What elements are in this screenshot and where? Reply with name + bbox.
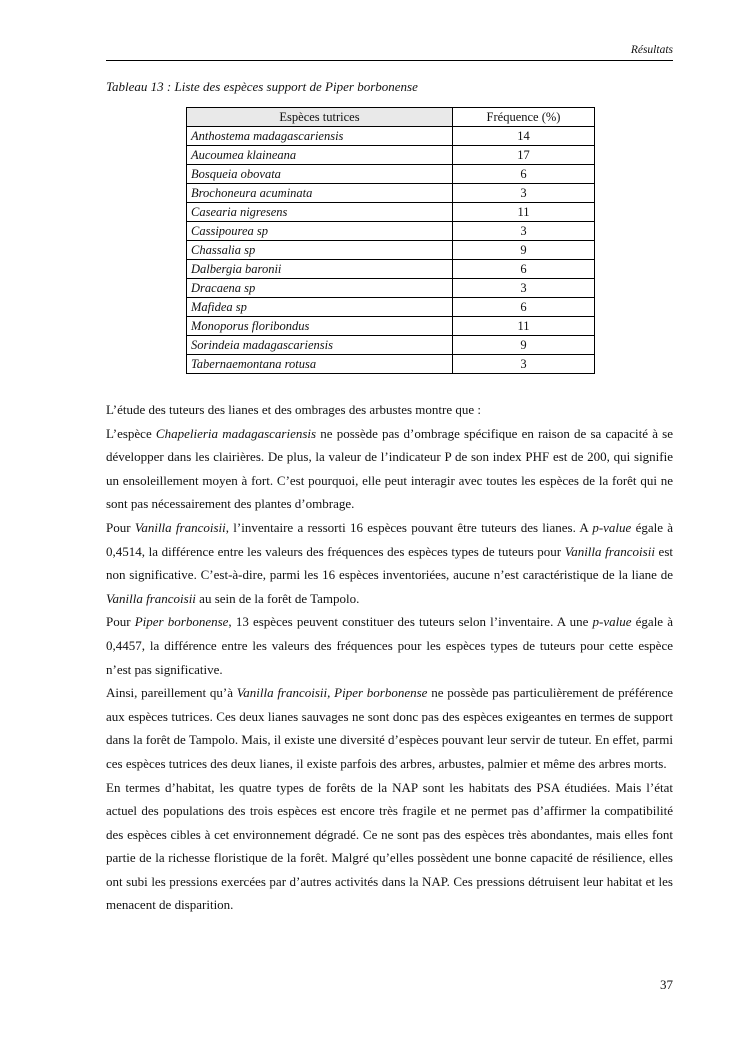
text-run: , 13 espèces peuvent constituer des tuteurs selon l’inventaire. A une — [228, 614, 593, 630]
italic-term: Vanilla francoisii, Piper borbonense — [236, 685, 428, 701]
table-body — [187, 127, 595, 374]
frequency-cell: 3 — [453, 279, 595, 298]
text-run: ne possède pas d’ombrage spécifique en raison de sa capacité à se développer dans les clairières. De plus, la valeur de l’indicateur P de son index PHF est de 200, qui signifie un ensoleillement moyen à fort. C’est pourquoi, elle peut interagir avec toutes les espèces de la forêt qui ne sont pas nécessairement des plantes d’ombrage. — [106, 425, 673, 512]
italic-term: Vanilla francoisii — [564, 543, 655, 559]
species-name-cell: Bosqueia obovata — [187, 165, 453, 184]
species-name-cell: Aucoumea klaineana — [187, 146, 453, 165]
table-row — [187, 279, 595, 298]
text-run: Pour — [106, 519, 135, 535]
page-number: 37 — [660, 977, 673, 992]
header-divider — [106, 60, 673, 61]
frequency-cell: 6 — [453, 260, 595, 279]
column-header-species: Espèces tutrices — [187, 108, 453, 127]
table-row — [187, 146, 595, 165]
body-paragraph — [106, 610, 673, 681]
text-run: est non significative. C’est-à-dire, parmi les 16 espèces inventoriées, aucune n’est caractéristique de la liane de — [106, 543, 673, 583]
text-run: ne possède pas particulièrement de préférence aux espèces tutrices. Ces deux lianes sauvages ne sont donc pas des espèces exigeantes en termes de support dans la forêt de Tampolo. Mais, il existe une diversité d’espèces pouvant leur servir de tuteur. En effet, parmi ces espèces tutrices des deux lianes, il existe parfois des arbres, arbustes, palmier et même des arbres morts. — [106, 685, 673, 771]
species-name-cell: Anthostema madagascariensis — [187, 127, 453, 146]
frequency-cell: 11 — [453, 317, 595, 336]
frequency-cell: 14 — [453, 127, 595, 146]
table-row — [187, 222, 595, 241]
table-caption: Tableau 13 : Liste des espèces support de Piper borbonense — [106, 79, 418, 94]
frequency-cell: 6 — [453, 298, 595, 317]
body-paragraph — [106, 398, 673, 422]
italic-term: p-value — [592, 519, 632, 535]
italic-term: Vanilla francoisii — [134, 519, 226, 535]
text-run: L’espèce — [106, 425, 156, 441]
table-row — [187, 355, 595, 374]
table-row — [187, 165, 595, 184]
species-name-cell: Brochoneura acuminata — [187, 184, 453, 203]
species-name-cell: Dalbergia baronii — [187, 260, 453, 279]
text-run: L’étude des tuteurs des lianes et des ombrages des arbustes montre que : — [106, 402, 481, 417]
table-row — [187, 127, 595, 146]
text-run: au sein de la forêt de Tampolo. — [195, 590, 360, 606]
species-name-cell: Monoporus floribondus — [187, 317, 453, 336]
frequency-cell: 9 — [453, 336, 595, 355]
body-text — [106, 398, 673, 917]
header-section-title: Résultats — [630, 44, 673, 56]
table-row — [187, 336, 595, 355]
text-run: égale à 0,4457, la différence entre les valeurs des fréquences pour les espèces types de tuteurs pour cette espèce n’est pas significative. — [106, 614, 673, 677]
italic-term: Chapelieria madagascariensis — [155, 425, 317, 441]
text-run: Pour — [106, 614, 135, 630]
species-table — [186, 107, 595, 374]
table-row — [187, 298, 595, 317]
body-paragraph — [106, 422, 673, 516]
italic-term: Vanilla francoisii — [106, 590, 196, 606]
body-paragraph — [106, 776, 673, 918]
frequency-cell: 3 — [453, 184, 595, 203]
text-run: égale à 0,4514, la différence entre les valeurs des fréquences des espèces types de tuteurs pour — [106, 519, 674, 559]
frequency-cell: 9 — [453, 241, 595, 260]
italic-term: Piper borbonense — [134, 614, 229, 630]
species-name-cell: Chassalia sp — [187, 241, 453, 260]
body-paragraph — [106, 681, 673, 775]
frequency-cell: 6 — [453, 165, 595, 184]
frequency-cell: 17 — [453, 146, 595, 165]
text-run: En termes d’habitat, les quatre types de forêts de la NAP sont les habitats des PSA étudiées. Mais l’état actuel des populations des trois espèces est encore très fragile et ne permet pas d’affirmer la compatibilité des espèces cibles à cet environnement dégradé. Ce ne sont pas des espèces très abondantes, mais elles font partie de la richesse floristique de la forêt. Malgré qu’elles possèdent une bonne capacité de résilience, elles ont subi les pressions exercées par d’autres activités dans la NAP. Ces pressions détruisent leur habitat et les menacent de disparition. — [106, 779, 673, 913]
species-name-cell: Casearia nigresens — [187, 203, 453, 222]
table-row — [187, 184, 595, 203]
table-row — [187, 317, 595, 336]
species-name-cell: Mafidea sp — [187, 298, 453, 317]
species-name-cell: Sorindeia madagascariensis — [187, 336, 453, 355]
italic-term: p-value — [592, 614, 632, 630]
table-row — [187, 203, 595, 222]
species-name-cell: Dracaena sp — [187, 279, 453, 298]
column-header-frequency: Fréquence (%) — [453, 108, 595, 127]
species-name-cell: Cassipourea sp — [187, 222, 453, 241]
text-run: Ainsi, pareillement qu’à — [106, 685, 237, 701]
frequency-cell: 3 — [453, 222, 595, 241]
body-paragraph — [106, 516, 673, 610]
table-row — [187, 260, 595, 279]
frequency-cell: 3 — [453, 355, 595, 374]
frequency-cell: 11 — [453, 203, 595, 222]
species-name-cell: Tabernaemontana rotusa — [187, 355, 453, 374]
text-run: , l’inventaire a ressorti 16 espèces pouvant être tuteurs des lianes. A — [225, 519, 593, 535]
table-header-row — [187, 108, 595, 127]
table-row — [187, 241, 595, 260]
